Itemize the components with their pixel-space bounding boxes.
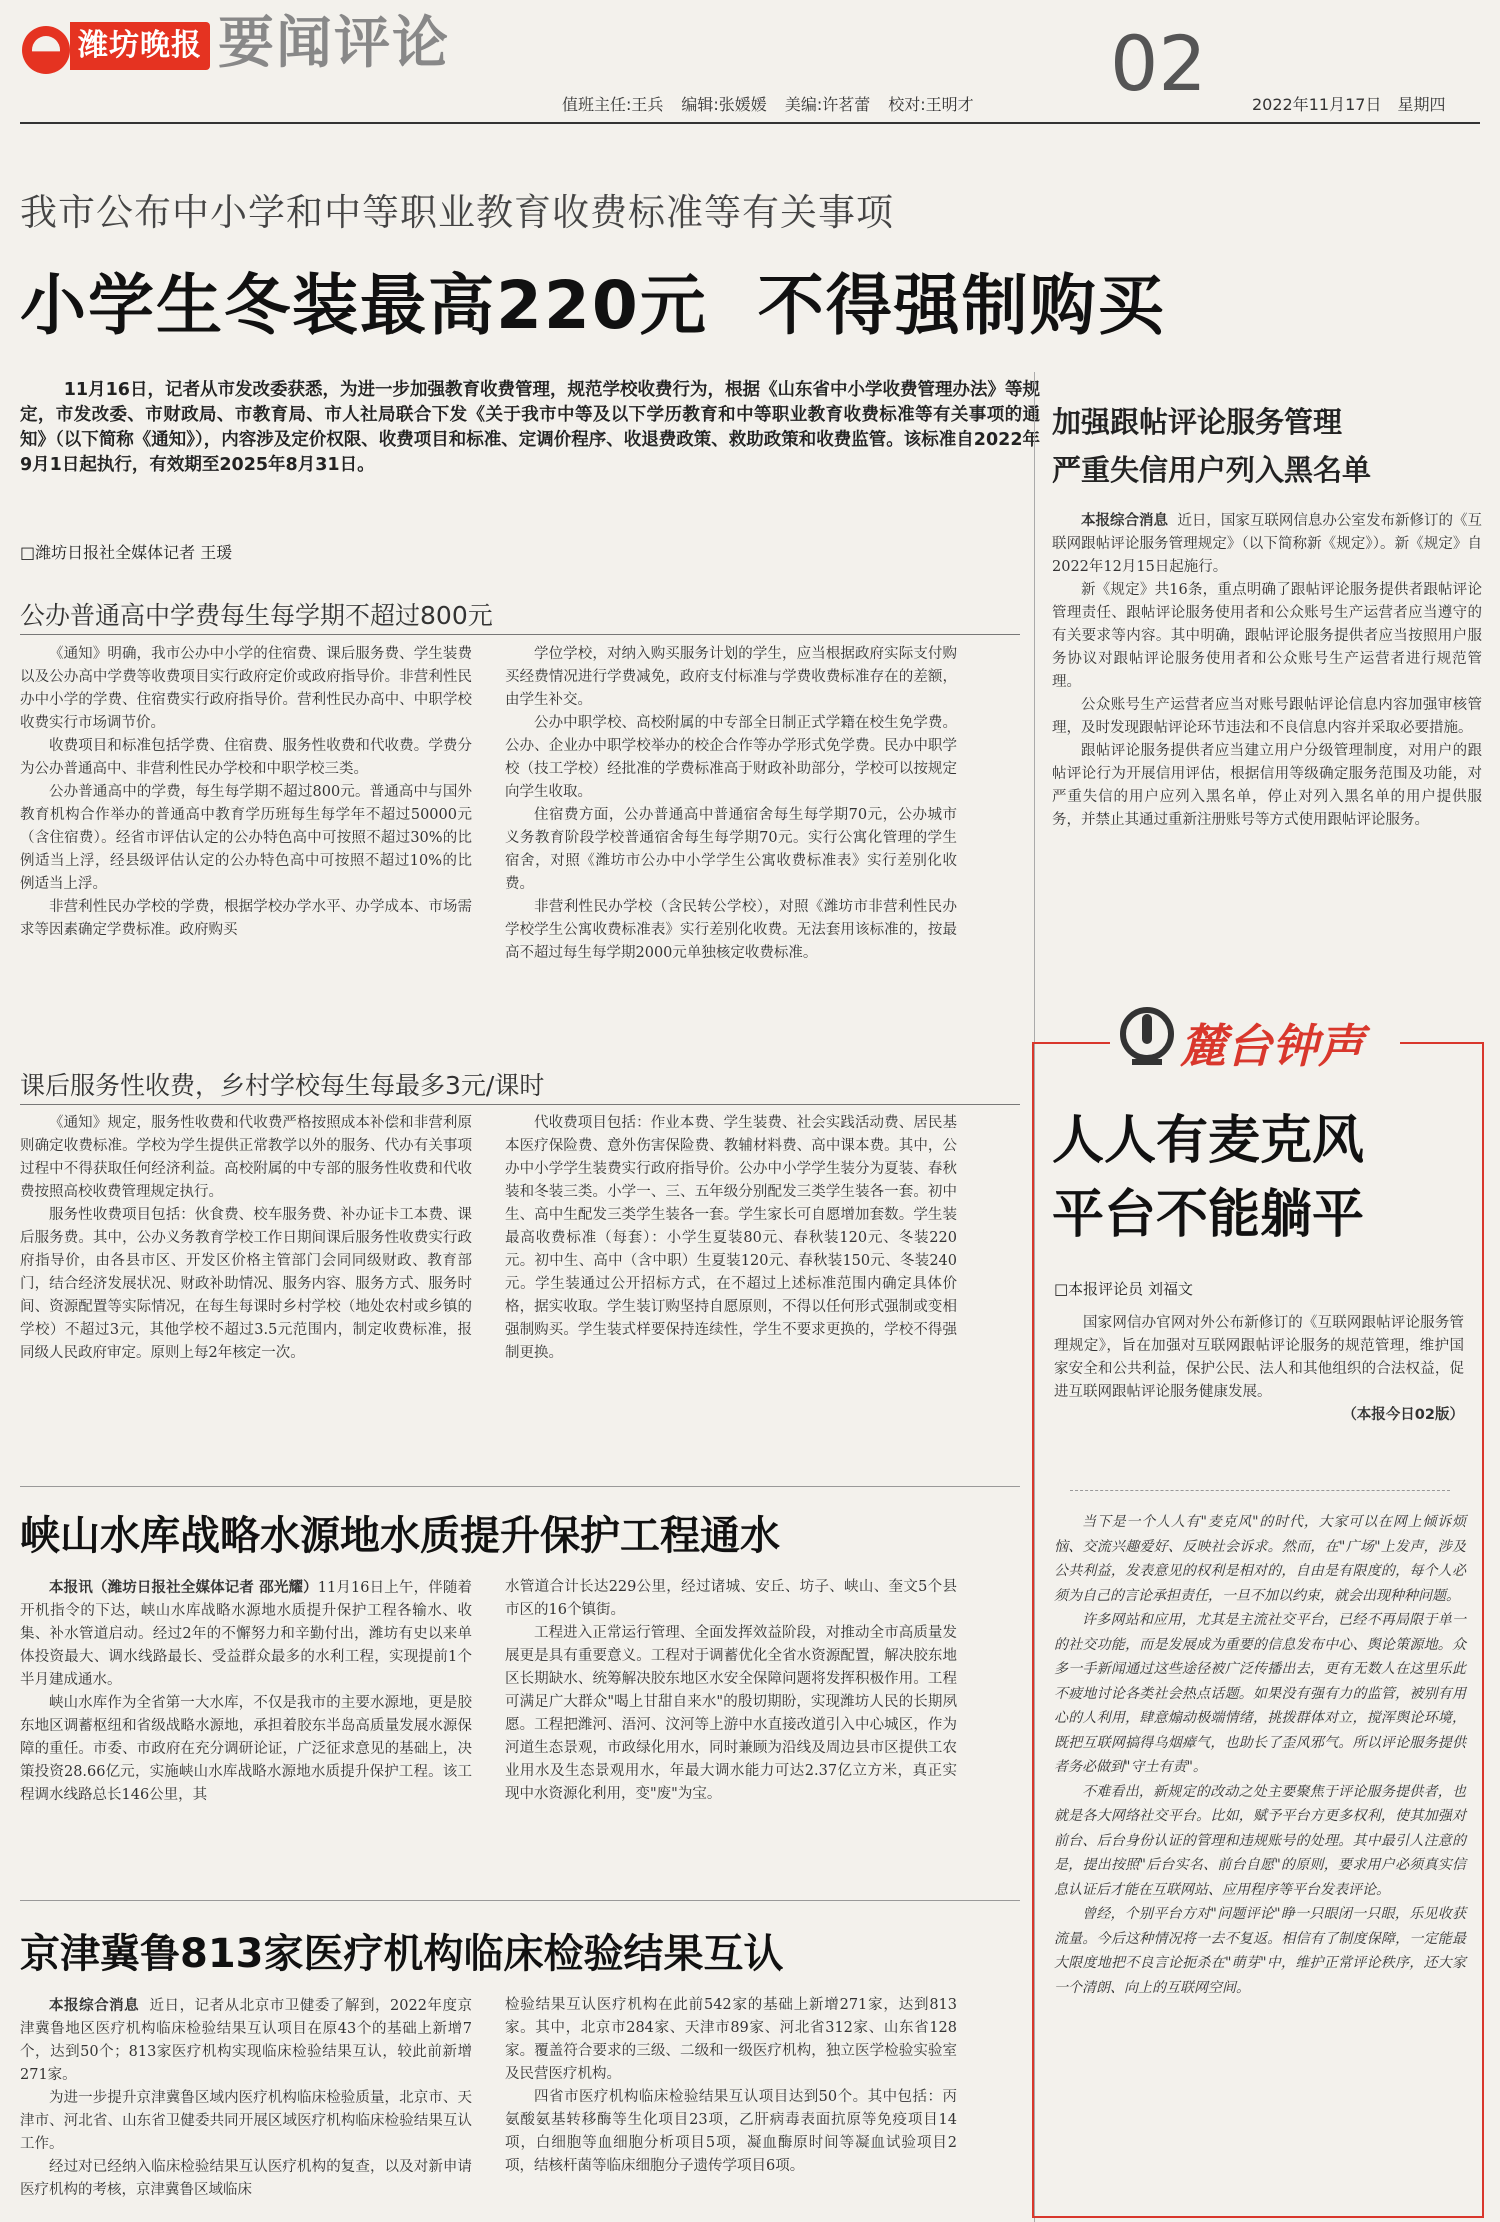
story-3-byline: 本报综合消息 [49,1997,140,2014]
story-2-byline: 本报讯（潍坊日报社全媒体记者 邵光耀） [49,1579,318,1596]
paragraph: 近日，国家互联网信息办公室发布新修订的《互联网跟帖评论服务管理规定》（以下简称新《规定》）。新《规定》自2022年12月15日起施行。 [1052,513,1483,575]
lead-subhead-1: 公办普通高中学费每生每学期不超过800元 [20,601,493,630]
subhead-1-rule [20,634,1020,635]
column-byline: □本报评论员 刘福文 [1054,1280,1193,1298]
issue-weekday: 星期四 [1397,95,1446,114]
lead-summary: 11月16日，记者从市发改委获悉，为进一步加强教育收费管理，规范学校收费行为，根据《山东省中小学收费管理办法》等规定，市发改委、市财政局、市教育局、市人社局联合下发《关于我市中等及以下学历教育和中等职业教育收费标准等有关事项的通知》（以下简称《通知》），内容涉及定价权限、收费项目和标准、定调价程序、收退费政策、救助政策和收费监管。该标准自2022年9月1日起执行，有效期至2025年8月31日。 [20,380,1040,475]
staff-proofreader: 校对:王明才 [888,95,974,114]
side-headline [1052,398,1482,494]
column-headline-line-1: 人人有麦克风 [1052,1111,1365,1171]
lead-subhead-2: 课后服务性收费，乡村学校每生每最多3元/课时 [20,1071,545,1100]
paragraph: 学位学校，对纳入购买服务计划的学生，应当根据政府实际支付购买经费情况进行学费减免，政府支付标准与学费收费标准存在的差额，由学生补交。 [505,646,957,708]
column-headline-line-2: 平台不能躺平 [1052,1185,1365,1245]
paragraph: 代收费项目包括：作业本费、学生装费、社会实践活动费、居民基本医疗保险费、意外伤害保险费、教辅材料费、高中课本费。其中，公办中小学学生装费实行政府指导价。公办中小学学生装分为夏装、春秋装和冬装三类。小学一、三、五年级分别配发三类学生装各一套。初中生、高中生配发三类学生装各一套。学生家长可自愿增加套数。学生装最高收费标准（每套）：小学生夏装80元、春秋装120元、冬装220元。初中生、高中（含中职）生夏装120元、春秋装150元、冬装240元。学生装通过公开招标方式，在不超过上述标准范围内确定具体价格，据实收取。学生装订购坚持自愿原则，不得以任何形式强制或变相强制购买。学生装式样要保持连续性，学生不要求更换的，学校不得强制更换。 [505,1115,957,1361]
lead-col-2 [505,643,957,965]
paragraph: 11月16日上午，伴随着开机指令的下达，峡山水库战略水源地水质提升保护工程各输水、收集、补水管道启动。经过2年的不懈努力和辛勤付出，潍坊有史以来单体投资最大、调水线路最长、受益群众最多的水利工程，实现提前1个半月建成通水。 [20,1580,472,1688]
story-3-rule [20,1900,1020,1901]
paragraph: 新《规定》共16条，重点明确了跟帖评论服务提供者跟帖评论管理责任、跟帖评论服务使用者和公众账号生产运营者应当遵守的有关要求等内容。其中明确，跟帖评论服务提供者应当按照用户服务协议对跟帖评论服务使用者和公众账号生产运营者进行规范管理。 [1052,582,1482,690]
paper-logo-icon [22,26,70,74]
paragraph: 公办普通高中的学费，每生每学期不超过800元。普通高中与国外教育机构合作举办的普通高中教育学历班每生每学年不超过50000元（含住宿费）。经省市评估认定的公办特色高中可按照不超过30%的比例适当上浮，经县级评估认定的公办特色高中可按照不超过10%的比例适当上浮。 [20,784,472,892]
staff-duty: 值班主任:王兵 [562,95,664,114]
lead-col-1 [20,643,472,942]
lead-col-3 [20,1112,472,1365]
lead-kicker: 我市公布中小学和中等职业教育收费标准等有关事项 [20,191,894,234]
paragraph: 曾经，个别平台方对"问题评论"睁一只眼闭一只眼，乐见收获流量。今后这种情况将一去不复返。相信有了制度保障，一定能最大限度地把不良言论扼杀在"萌芽"中，维护正常评论秩序，还大家一个清朗、向上的互联网空间。 [1054,1906,1466,1996]
paragraph: 峡山水库作为全省第一大水库，不仅是我市的主要水源地，更是胶东地区调蓄枢纽和省级战略水源地，承担着胶东半岛高质量发展水源保障的重任。市委、市政府在充分调研论证，广泛征求意见的基础上，决策投资28.66亿元，实施峡山水库战略水源地水质提升保护工程。该工程调水线路总长146公里，其 [20,1695,472,1803]
side-headline-line-1: 加强跟帖评论服务管理 [1052,405,1343,439]
lead-headline: 小学生冬装最高220元 不得强制购买 [20,267,1166,344]
paragraph: 《通知》规定，服务性收费和代收费严格按照成本补偿和非营利原则确定收费标准。学校为学生提供正常教学以外的服务、代办有关事项过程中不得获取任何经济利益。高校附属的中专部的服务性收费和代收费按照高校收费管理规定执行。 [20,1115,472,1200]
paragraph: 非营利性民办学校（含民转公学校），对照《潍坊市非营利性民办学校学生公寓收费标准表》实行差别化收费。无法套用该标准的，按最高不超过每生每学期2000元单独核定收费标准。 [505,899,957,961]
staff-designer: 美编:许茗蕾 [784,95,871,114]
paragraph: 收费项目和标准包括学费、住宿费、服务性收费和代收费。学费分为公办普通高中、非营利性民办学校和中职学校三类。 [20,738,472,777]
column-intro-rule [1070,1490,1450,1491]
paragraph: 非营利性民办学校的学费，根据学校办学水平、办学成本、市场需求等因素确定学费标准。政府购买 [20,899,472,938]
paragraph: 当下是一个人人有"麦克风"的时代，大家可以在网上倾诉烦恼、交流兴趣爱好、反映社会诉求。然而，在"广场"上发声，涉及公共利益，发表意见的权利是相对的，自由是有限度的，每个人必须为自己的言论承担责任，一旦不加以约束，就会出现种种问题。 [1054,1514,1466,1604]
paragraph: 四省市医疗机构临床检验结果互认项目达到50个。其中包括：丙氨酸氨基转移酶等生化项目23项，乙肝病毒表面抗原等免疫项目14项，白细胞等血细胞分析项目5项，凝血酶原时间等凝血试验项目2项，结核杆菌等临床细胞分子遗传学项目6项。 [505,2089,957,2174]
paper-name: 潍坊晚报 [70,22,210,70]
side-story-body [1052,510,1482,832]
date-line [1252,92,1492,115]
paragraph: 检验结果互认医疗机构在此前542家的基础上新增271家，达到813家。其中，北京市284家、天津市89家、河北省312家、山东省128家。覆盖符合要求的三级、二级和一级医疗机构，独立医学检验实验室及民营医疗机构。 [505,1997,957,2082]
lead-byline: □潍坊日报社全媒体记者 王瑗 [20,543,233,562]
story-2-rule [20,1486,1020,1487]
paragraph: 公众账号生产运营者应当对账号跟帖评论信息内容加强审核管理，及时发现跟帖评论环节违法和不良信息内容并采取必要措施。 [1052,697,1482,736]
side-headline-line-2: 严重失信用户列入黑名单 [1052,453,1372,487]
story-3-col-2 [505,1994,957,2178]
paragraph: 为进一步提升京津冀鲁区域内医疗机构临床检验质量，北京市、天津市、河北省、山东省卫健委共同开展区域医疗机构临床检验结果互认工作。 [20,2090,472,2152]
section-title: 要闻评论 [218,11,450,76]
column-brand [1110,1002,1400,1078]
paragraph: 水管道合计长达229公里，经过诸城、安丘、坊子、峡山、奎文5个县市区的16个镇街。 [505,1579,957,1618]
paragraph: 经过对已经纳入临床检验结果互认医疗机构的复查，以及对新申请医疗机构的考核，京津冀鲁区域临床 [20,2159,472,2198]
column-brand-text: 麓台钟声 [1180,1019,1364,1073]
paragraph: 住宿费方面，公办普通高中普通宿舍每生每学期70元，公办城市义务教育阶段学校普通宿舍每生每学期70元。实行公寓化管理的学生宿舍，对照《潍坊市公办中小学学生公寓收费标准表》实行差别化收费。 [505,807,957,892]
story-2-headline: 峡山水库战略水源地水质提升保护工程通水 [20,1513,780,1559]
story-3-headline: 京津冀鲁813家医疗机构临床检验结果互认 [20,1931,784,1977]
masthead-rule [20,122,1480,124]
paragraph: 跟帖评论服务提供者应当建立用户分级管理制度，对用户的跟帖评论行为开展信用评估，根据信用等级确定服务范围及功能，对严重失信的用户应列入黑名单，停止对列入黑名单的用户提供服务，并禁止其通过重新注册账号等方式使用跟帖评论服务。 [1052,743,1482,828]
paragraph: 工程进入正常运行管理、全面发挥效益阶段，对推动全市高质量发展更是具有重要意义。工程对于调蓄优化全省水资源配置，解决胶东地区长期缺水、统筹解决胶东地区水安全保障问题将发挥积极作用。工程可满足广大群众"喝上甘甜自来水"的殷切期盼，实现潍坊人民的长期夙愿。工程把潍河、浯河、汶河等上游中水直接改道引入中心城区，作为河道生态景观，市政绿化用水，同时兼顾为沿线及周边县市区提供工农业用水及生态景观用水，年最大调水能力可达2.37亿立方米，真正实现中水资源化利用，变"废"为宝。 [505,1625,957,1802]
column-headline [1052,1104,1472,1252]
paragraph: 国家网信办官网对外公布新修订的《互联网跟帖评论服务管理规定》，旨在加强对互联网跟帖评论服务的规范管理，维护国家安全和公共利益，保护公民、法人和其他组织的合法权益，促进互联网跟帖评论服务健康发展。 [1054,1315,1464,1400]
subhead-2-rule [20,1104,1020,1105]
lead-col-4 [505,1112,957,1365]
column-intro [1054,1312,1464,1427]
paragraph: 不难看出，新规定的改动之处主要聚焦于评论服务提供者，也就是各大网络社交平台。比如，赋予平台方更多权利，使其加强对前台、后台身份认证的管理和违规账号的处理。其中最引人注意的是，提出按照"后台实名、前台自愿"的原则，要求用户必须真实信息认证后才能在互联网站、应用程序等平台发表评论。 [1054,1783,1466,1898]
paragraph: 许多网站和应用，尤其是主流社交平台，已经不再局限于单一的社交功能，而是发展成为重要的信息发布中心、舆论策源地。众多一手新闻通过这些途径被广泛传播出去，更有无数人在这里乐此不疲地讨论各类社会热点话题。如果没有强有力的监管，被别有用心的人利用，肆意煽动极端情绪，挑拨群体对立，搅浑舆论环境，既把互联网搞得乌烟瘴气，也助长了歪风邪气。所以评论服务提供者务必做到"守土有责"。 [1054,1612,1466,1775]
story-2-col-2 [505,1576,957,1806]
column-intro-note: （本报今日02版） [1342,1407,1464,1423]
paragraph: 近日，记者从北京市卫健委了解到，2022年度京津冀鲁地区医疗机构临床检验结果互认项目在原43个的基础上新增7个，达到50个；813家医疗机构实现临床检验结果互认，较此前新增271家。 [20,1998,473,2083]
story-2-col-1 [20,1576,472,1807]
staff-editor: 编辑:张媛媛 [681,95,767,114]
column-body [1054,1510,1466,2000]
issue-date: 2022年11月17日 [1252,95,1382,114]
story-3-col-1 [20,1994,472,2202]
paragraph: 公办中职学校、高校附属的中专部全日制正式学籍在校生免学费。公办、企业办中职学校举办的校企合作等办学形式免学费。民办中职学校（技工学校）经批准的学费标准高于财政补助部分，学校可以按规定向学生收取。 [505,715,957,800]
staff-line [562,92,1102,115]
microphone-icon [1118,1004,1176,1074]
side-byline: 本报综合消息 [1081,513,1169,529]
paragraph: 《通知》明确，我市公办中小学的住宿费、课后服务费、学生装费以及公办高中学费等收费项目实行政府定价或政府指导价。非营利性民办中小学的学费、住宿费实行政府指导价。营利性民办高中、中职学校收费实行市场调节价。 [20,646,472,731]
paragraph: 服务性收费项目包括：伙食费、校车服务费、补办证卡工本费、课后服务费。其中，公办义务教育学校工作日期间课后服务性收费实行政府指导价，由各县市区、开发区价格主管部门会同同级财政、教育部门，结合经济发展状况、财政补助情况、服务内容、服务方式、服务时间、资源配置等实际情况，在每生每课时乡村学校（地处农村或乡镇的学校）不超过3元，其他学校不超过3.5元范围内，制定收费标准，报同级人民政府审定。原则上每2年核定一次。 [20,1207,472,1361]
page-number: 02 [1110,19,1207,108]
